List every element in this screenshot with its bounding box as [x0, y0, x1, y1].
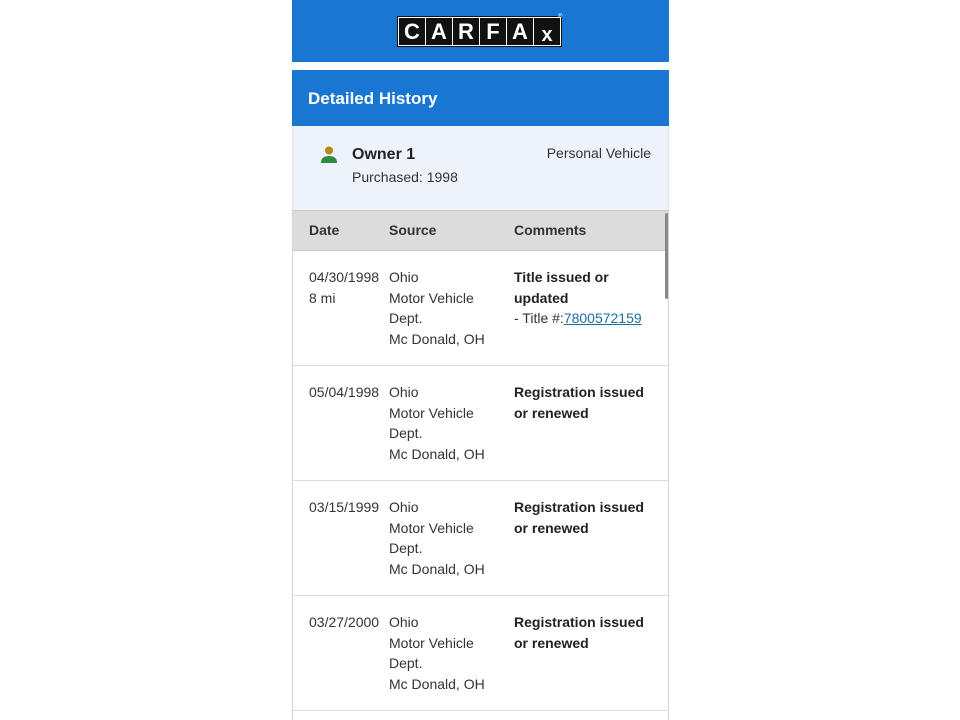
row-date: 03/15/1999: [309, 499, 380, 515]
registered-mark: ®: [558, 14, 563, 20]
table-header: [293, 210, 669, 251]
row-date-cell: [309, 267, 387, 308]
logo-letter: C: [399, 18, 425, 45]
comment-title: or renewed: [514, 404, 589, 421]
owner-panel: [292, 126, 669, 210]
report-screen: [292, 0, 669, 720]
source-line: Ohio: [389, 384, 419, 400]
source-line: Mc Donald, OH: [389, 445, 485, 462]
row-source-cell: [389, 497, 509, 579]
owner-name: Owner 1: [352, 146, 416, 163]
source-line: Mc Donald, OH: [389, 330, 485, 347]
comment-title: or renewed: [514, 634, 589, 651]
column-header-comments: Comments: [514, 222, 587, 238]
table-row: [293, 366, 669, 481]
owner-purchased-year: Purchased: 1998: [352, 169, 458, 185]
source-line: Motor Vehicle: [389, 634, 474, 651]
row-date-cell: [309, 612, 387, 633]
table-row: [293, 481, 669, 596]
section-title: Detailed History: [308, 89, 438, 108]
row-comments-cell: [514, 267, 659, 329]
comment-title: Title issued or: [514, 269, 609, 285]
history-table[interactable]: [292, 210, 669, 720]
row-date-cell: [309, 382, 387, 403]
section-header: [292, 70, 669, 126]
source-line: Motor Vehicle: [389, 289, 474, 306]
table-row: [293, 596, 669, 711]
source-line: Dept.: [389, 655, 423, 671]
row-source-cell: [389, 267, 509, 349]
logo-letter: F: [480, 18, 506, 45]
comment-title: or renewed: [514, 519, 589, 536]
row-date: 03/27/2000: [309, 614, 380, 630]
row-date: 04/30/1998: [309, 269, 380, 285]
source-line: Mc Donald, OH: [389, 675, 485, 692]
logo-letter: R: [453, 18, 479, 45]
source-line: Motor Vehicle: [389, 404, 474, 421]
source-line: Dept.: [389, 310, 423, 326]
comment-title: Registration issued: [514, 384, 644, 400]
column-header-source: Source: [389, 222, 437, 238]
logo-letter: A: [426, 18, 452, 45]
row-date-cell: [309, 497, 387, 518]
comment-title: Registration issued: [514, 614, 644, 630]
comment-title: Registration issued: [514, 499, 644, 515]
row-comments-cell: [514, 382, 659, 423]
row-mileage: 8 mi: [309, 289, 336, 306]
logo-letter: x: [534, 18, 560, 45]
carfax-logo[interactable]: [397, 16, 562, 47]
row-comments-cell: [514, 612, 659, 653]
source-line: Dept.: [389, 425, 423, 441]
logo-letter: A: [507, 18, 533, 45]
person-icon: [320, 146, 338, 164]
title-number-label: - Title #:: [514, 310, 564, 326]
row-source-cell: [389, 612, 509, 694]
source-line: Ohio: [389, 269, 419, 285]
source-line: Mc Donald, OH: [389, 560, 485, 577]
row-date: 05/04/1998: [309, 384, 380, 400]
source-line: Ohio: [389, 499, 419, 515]
source-line: Dept.: [389, 540, 423, 556]
column-header-date: Date: [309, 222, 340, 238]
brand-header: [292, 0, 669, 62]
row-comments-cell: [514, 497, 659, 538]
comment-title: updated: [514, 289, 569, 306]
header-spacer: [292, 62, 669, 70]
title-number-link[interactable]: 7800572159: [563, 310, 642, 326]
source-line: Motor Vehicle: [389, 519, 474, 536]
table-row: [293, 251, 669, 366]
source-line: Ohio: [389, 614, 419, 630]
row-source-cell: [389, 382, 509, 464]
owner-vehicle-type: Personal Vehicle: [546, 145, 651, 161]
comment-detail: [514, 308, 659, 329]
